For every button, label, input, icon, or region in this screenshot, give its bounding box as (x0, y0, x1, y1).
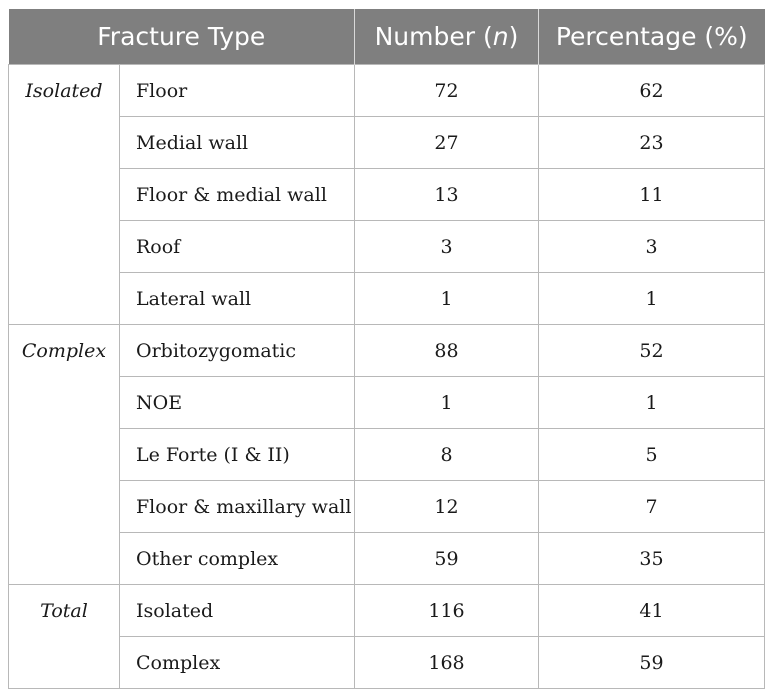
group-label-isolated: Isolated (9, 65, 120, 117)
header-row (9, 9, 765, 65)
header-number-suffix: ) (508, 22, 519, 51)
number-cell: 72 (355, 65, 539, 117)
number-cell: 1 (355, 377, 539, 429)
fracture-type-cell: Isolated (120, 585, 355, 637)
fracture-type-cell: Floor & medial wall (120, 169, 355, 221)
group-cell (9, 377, 120, 429)
table-row (9, 273, 765, 325)
number-cell: 88 (355, 325, 539, 377)
table-row (9, 481, 765, 533)
number-cell: 13 (355, 169, 539, 221)
table-row (9, 117, 765, 169)
group-cell (9, 637, 120, 689)
fracture-type-cell: Medial wall (120, 117, 355, 169)
percentage-cell: 1 (539, 377, 765, 429)
table-row (9, 585, 765, 637)
percentage-cell: 35 (539, 533, 765, 585)
fracture-type-cell: NOE (120, 377, 355, 429)
percentage-cell: 7 (539, 481, 765, 533)
header-fracture-type: Fracture Type (9, 9, 355, 65)
table-row (9, 221, 765, 273)
number-cell: 168 (355, 637, 539, 689)
header-number-variable: n (492, 22, 509, 51)
fracture-type-cell: Orbitozygomatic (120, 325, 355, 377)
number-cell: 3 (355, 221, 539, 273)
number-cell: 12 (355, 481, 539, 533)
fracture-table (8, 9, 765, 689)
table-row (9, 65, 765, 117)
group-label-complex: Complex (9, 325, 120, 377)
table-row (9, 533, 765, 585)
percentage-cell: 52 (539, 325, 765, 377)
group-cell (9, 273, 120, 325)
table-row (9, 325, 765, 377)
fracture-table-container (8, 9, 764, 689)
group-cell (9, 533, 120, 585)
number-cell: 27 (355, 117, 539, 169)
group-cell (9, 169, 120, 221)
fracture-type-cell: Floor (120, 65, 355, 117)
table-row (9, 169, 765, 221)
table-body (9, 65, 765, 689)
table-row (9, 637, 765, 689)
percentage-cell: 23 (539, 117, 765, 169)
fracture-type-cell: Other complex (120, 533, 355, 585)
fracture-type-cell: Lateral wall (120, 273, 355, 325)
percentage-cell: 5 (539, 429, 765, 481)
percentage-cell: 59 (539, 637, 765, 689)
number-cell: 8 (355, 429, 539, 481)
header-number-prefix: Number ( (374, 22, 493, 51)
group-cell (9, 429, 120, 481)
fracture-type-cell: Floor & maxillary wall (120, 481, 355, 533)
fracture-type-cell: Roof (120, 221, 355, 273)
header-number (355, 9, 539, 65)
group-cell (9, 117, 120, 169)
header-percentage: Percentage (%) (539, 9, 765, 65)
fracture-type-cell: Complex (120, 637, 355, 689)
group-cell (9, 221, 120, 273)
percentage-cell: 62 (539, 65, 765, 117)
percentage-cell: 11 (539, 169, 765, 221)
group-label-total: Total (9, 585, 120, 637)
percentage-cell: 3 (539, 221, 765, 273)
percentage-cell: 41 (539, 585, 765, 637)
group-cell (9, 481, 120, 533)
table-row (9, 377, 765, 429)
number-cell: 59 (355, 533, 539, 585)
number-cell: 1 (355, 273, 539, 325)
table-row (9, 429, 765, 481)
number-cell: 116 (355, 585, 539, 637)
percentage-cell: 1 (539, 273, 765, 325)
table-header (9, 9, 765, 65)
fracture-type-cell: Le Forte (I & II) (120, 429, 355, 481)
